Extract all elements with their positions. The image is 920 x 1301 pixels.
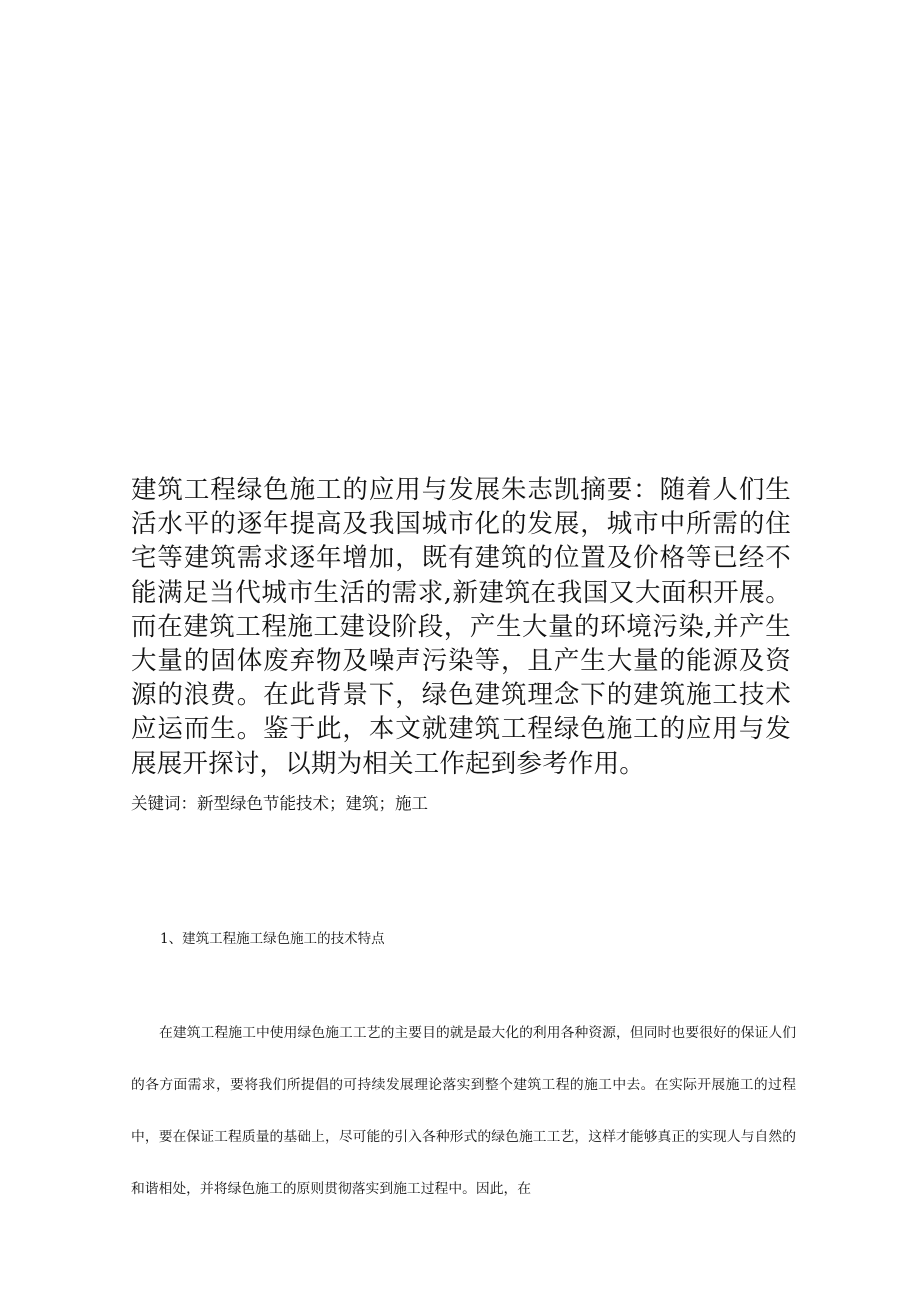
body-paragraph: 在建筑工程施工中使用绿色施工工艺的主要目的就是最大化的利用各种资源，但同时也要很好的保证人们的各方面需求，要将我们所提倡的可持续发展理论落实到整个建筑工程的施工中去。在实际开展施工的过程中，要在保证工程质量的基础上，尽可能的引入各种形式的绿色施工工艺，这样才能够真正的实现人与自然的和谐相处，并将绿色施工的原则贯彻落实到施工过程中。因此，在 [131,1025,796,1197]
section-heading: 1、建筑工程施工绿色施工的技术特点 [160,931,385,947]
keywords-line: 关键词：新型绿色节能技术；建筑；施工 [131,794,428,813]
title-abstract-paragraph: 建筑工程绿色施工的应用与发展朱志凯摘要：随着人们生活水平的逐年提高及我国城市化的发展，城市中所需的住宅等建筑需求逐年增加，既有建筑的位置及价格等已经不能满足当代城市生活的需求,新建筑在我国又大面积开展。而在建筑工程施工建设阶段，产生大量的环境污染,并产生大量的固体废弃物及噪声污染等，且产生大量的能源及资源的浪费。在此背景下，绿色建筑理念下的建筑施工技术应运而生。鉴于此，本文就建筑工程绿色施工的应用与发展展开探讨，以期为相关工作起到参考作用。 [131,475,791,779]
